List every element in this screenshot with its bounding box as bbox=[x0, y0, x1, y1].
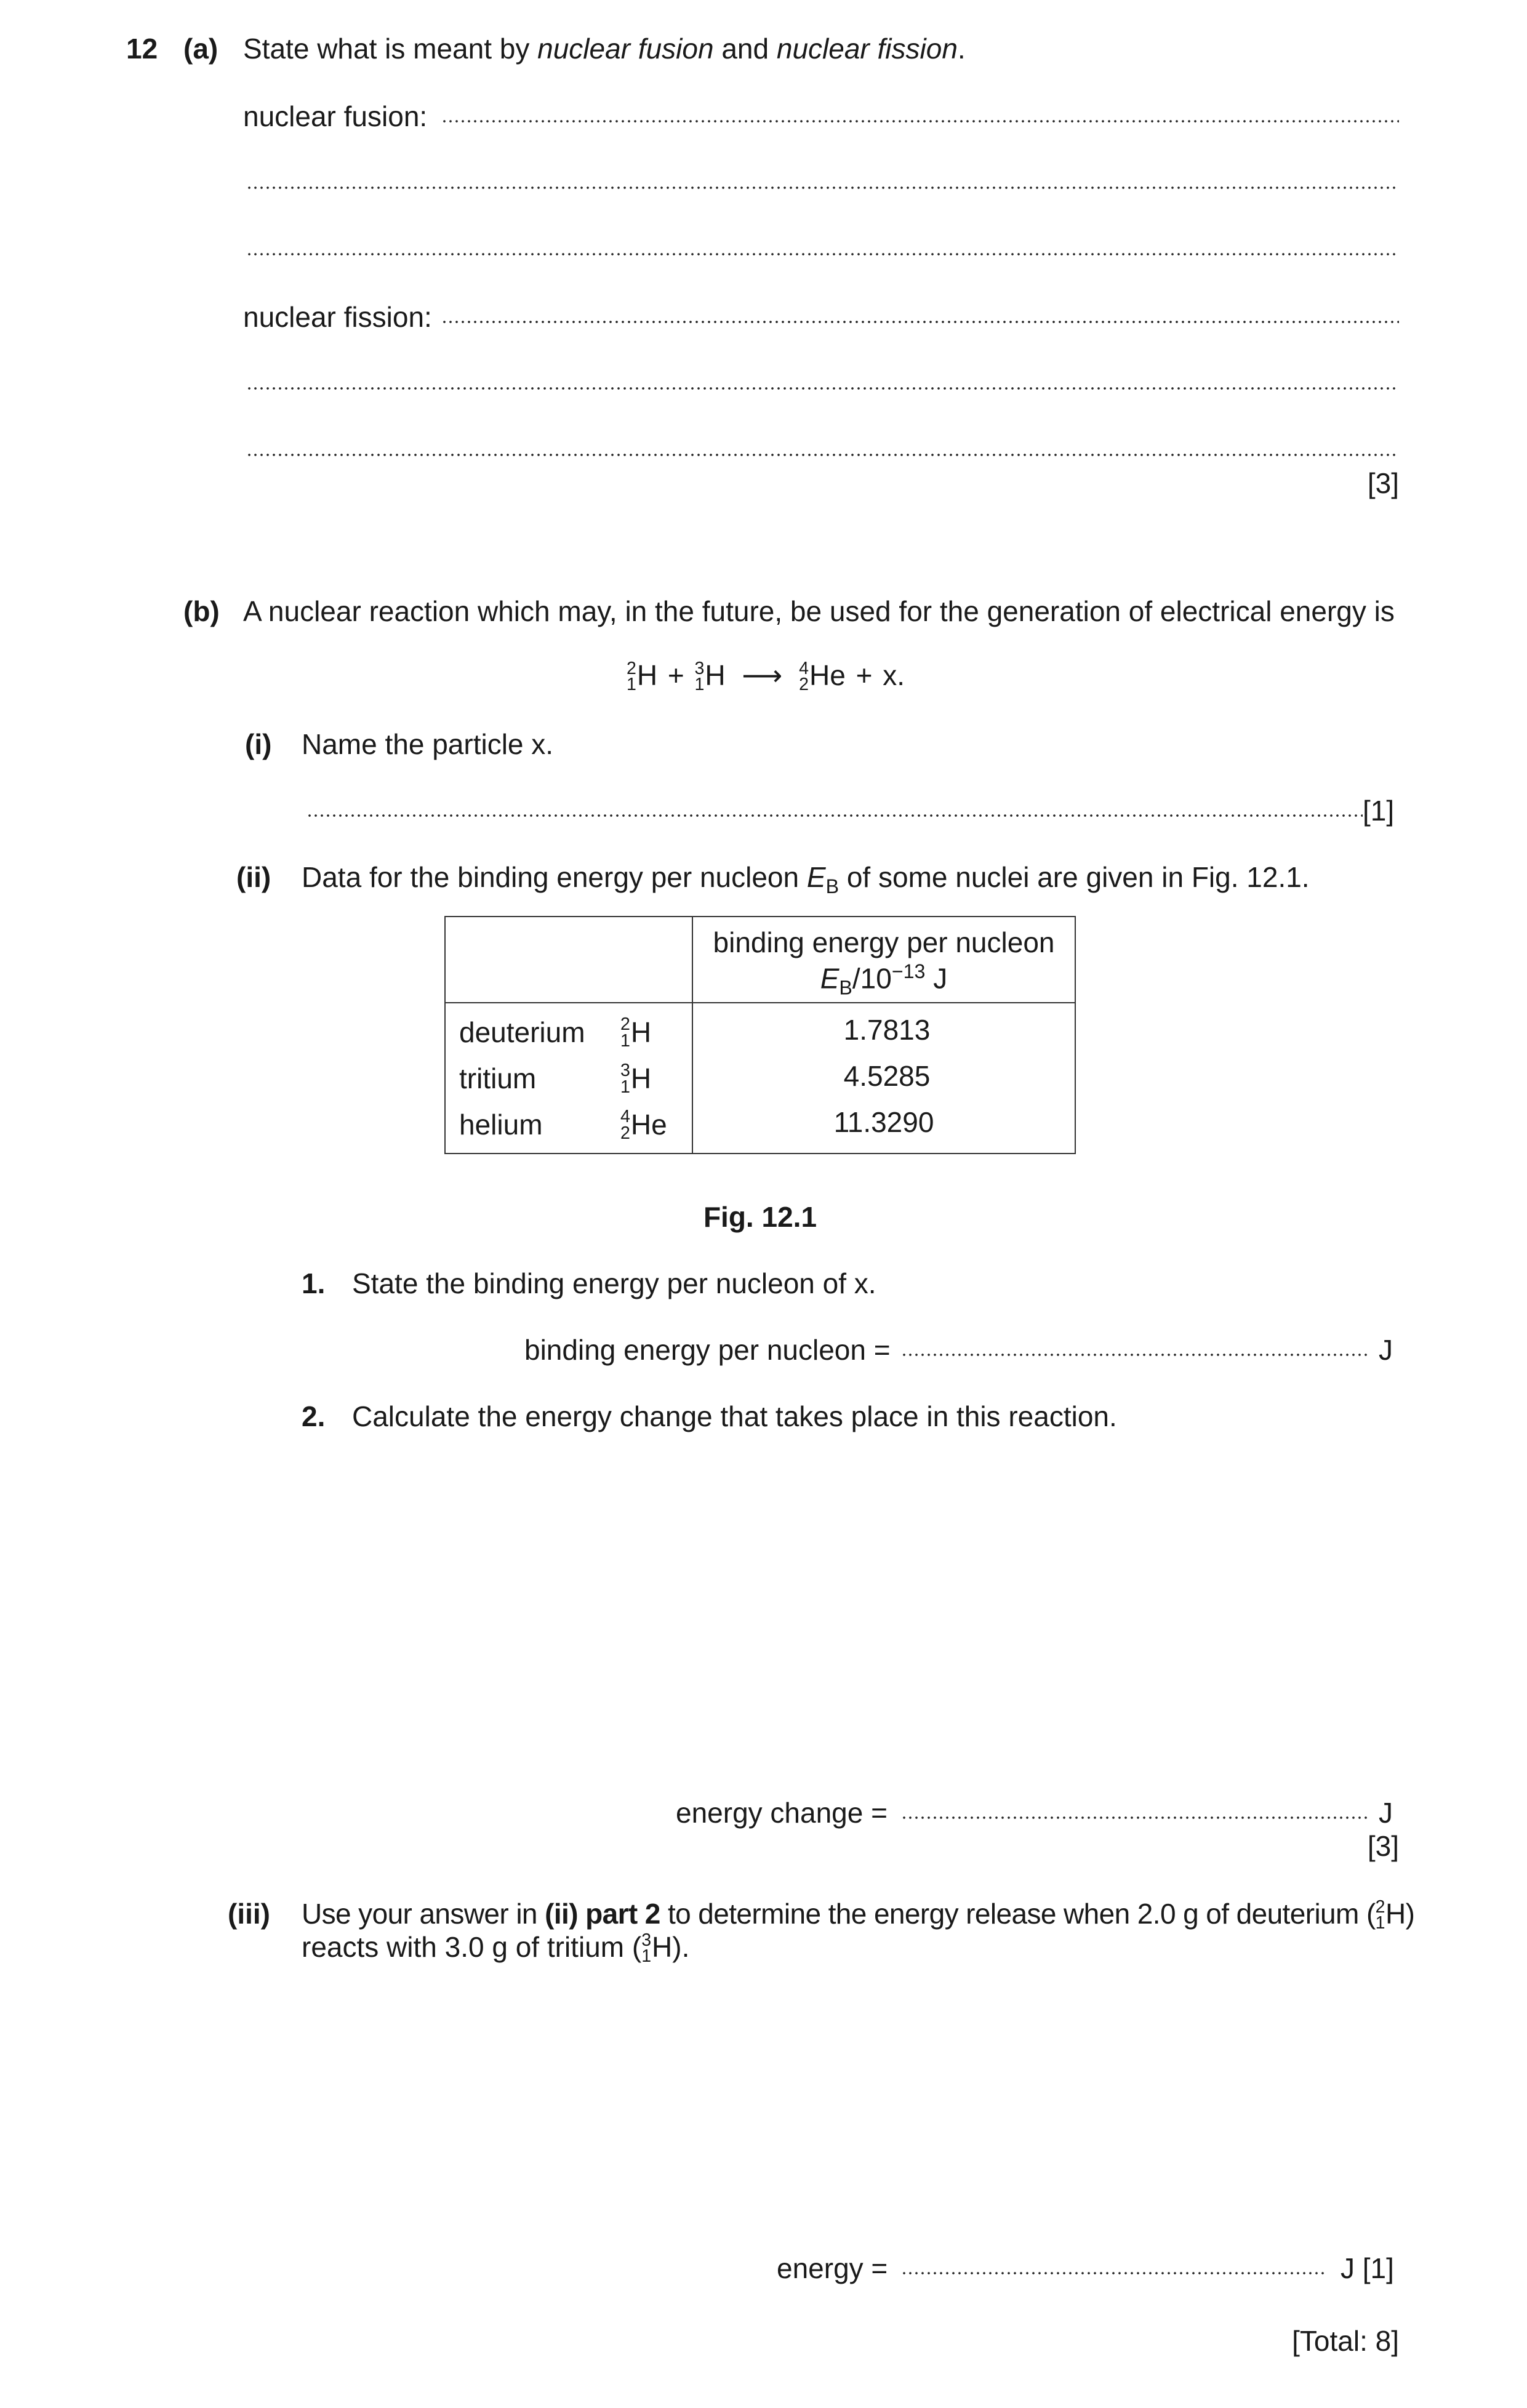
energy-change-answer-line[interactable] bbox=[901, 1816, 1369, 1820]
part-b-ii-text: Data for the binding energy per nucleon $E_B$ of some nuclei are given in Fig. 12.1. bbox=[302, 861, 1310, 898]
figure-caption: Fig. 12.1 bbox=[703, 1201, 817, 1233]
part-b-intro: A nuclear reaction which may, in the future, be used for the generation of electrical energy is bbox=[243, 595, 1395, 627]
fission-answer-line-2[interactable] bbox=[246, 387, 1399, 390]
step-1-number: 1. bbox=[302, 1267, 326, 1299]
energy-change-unit: J bbox=[1379, 1797, 1393, 1829]
particle-answer-line[interactable] bbox=[307, 814, 1363, 817]
step-2-text: Calculate the energy change that takes place in this reaction. bbox=[352, 1400, 1117, 1432]
fission-label: nuclear fission: bbox=[243, 301, 432, 333]
energy-unit-marks: J [1] bbox=[1341, 2252, 1394, 2284]
fusion-label: nuclear fusion: bbox=[243, 100, 428, 132]
fission-answer-line-1[interactable] bbox=[441, 320, 1399, 324]
part-b-iii-line-2: reacts with 3.0 g of tritium ( 3 1 H). bbox=[302, 1930, 690, 1966]
energy-answer-label: energy = bbox=[777, 2252, 888, 2284]
step-1-text: State the binding energy per nucleon of x. bbox=[352, 1267, 876, 1299]
step-2-number: 2. bbox=[302, 1400, 326, 1432]
value-column bbox=[692, 1003, 1075, 1154]
part-b-iii-line-1: Use your answer in (ii) part 2 to determine the energy release when 2.0 g of deuterium ( 2 1 H) bbox=[302, 1896, 1415, 1933]
binding-energy-table bbox=[444, 916, 1076, 1154]
arrow-icon: ⟶ bbox=[742, 659, 783, 691]
part-b-label: (b) bbox=[183, 595, 220, 627]
part-b-i-text: Name the particle x. bbox=[302, 728, 554, 760]
total-marks: [Total: 8] bbox=[1292, 2325, 1399, 2357]
part-b-i-label: (i) bbox=[245, 728, 272, 760]
table-row: deuterium 2 1 H bbox=[459, 1014, 652, 1051]
fusion-answer-line-3[interactable] bbox=[246, 252, 1399, 256]
part-b-ii-label: (ii) bbox=[236, 861, 271, 893]
table-header: binding energy per nucleon $E_B/10^{-13}$ J bbox=[692, 917, 1075, 1003]
table-cell-value: 1.7813 bbox=[843, 1013, 931, 1046]
reaction-equation: 2 1 H + 3 1 H ⟶ 4 2 He + x. bbox=[627, 658, 905, 694]
part-b-iii-label: (iii) bbox=[228, 1898, 270, 1930]
fusion-answer-line-2[interactable] bbox=[246, 186, 1399, 190]
binding-energy-answer-label: binding energy per nucleon = bbox=[524, 1334, 891, 1366]
part-a-marks: [3] bbox=[1367, 467, 1399, 499]
fusion-answer-line-1[interactable] bbox=[441, 119, 1399, 123]
question-number: 12 bbox=[126, 33, 158, 65]
part-a-label: (a) bbox=[183, 33, 218, 65]
binding-energy-answer-line[interactable] bbox=[901, 1353, 1369, 1357]
fission-answer-line-3[interactable] bbox=[246, 453, 1399, 457]
energy-change-answer-label: energy change = bbox=[676, 1797, 888, 1829]
binding-energy-unit: J bbox=[1379, 1334, 1393, 1366]
table-row: helium 4 2 He bbox=[459, 1107, 667, 1143]
table-row: tritium 3 1 H bbox=[459, 1061, 652, 1097]
table-cell-value: 11.3290 bbox=[833, 1106, 934, 1138]
table-cell-value: 4.5285 bbox=[843, 1059, 931, 1092]
nucleus-column bbox=[445, 1003, 692, 1154]
energy-answer-line[interactable] bbox=[901, 2271, 1327, 2275]
part-b-ii-marks: [3] bbox=[1367, 1830, 1399, 1862]
part-b-i-marks: [1] bbox=[1363, 795, 1395, 827]
table-header-empty bbox=[445, 917, 692, 1003]
part-a-prompt: State what is meant by nuclear fusion and nuclear fission. bbox=[243, 33, 966, 65]
